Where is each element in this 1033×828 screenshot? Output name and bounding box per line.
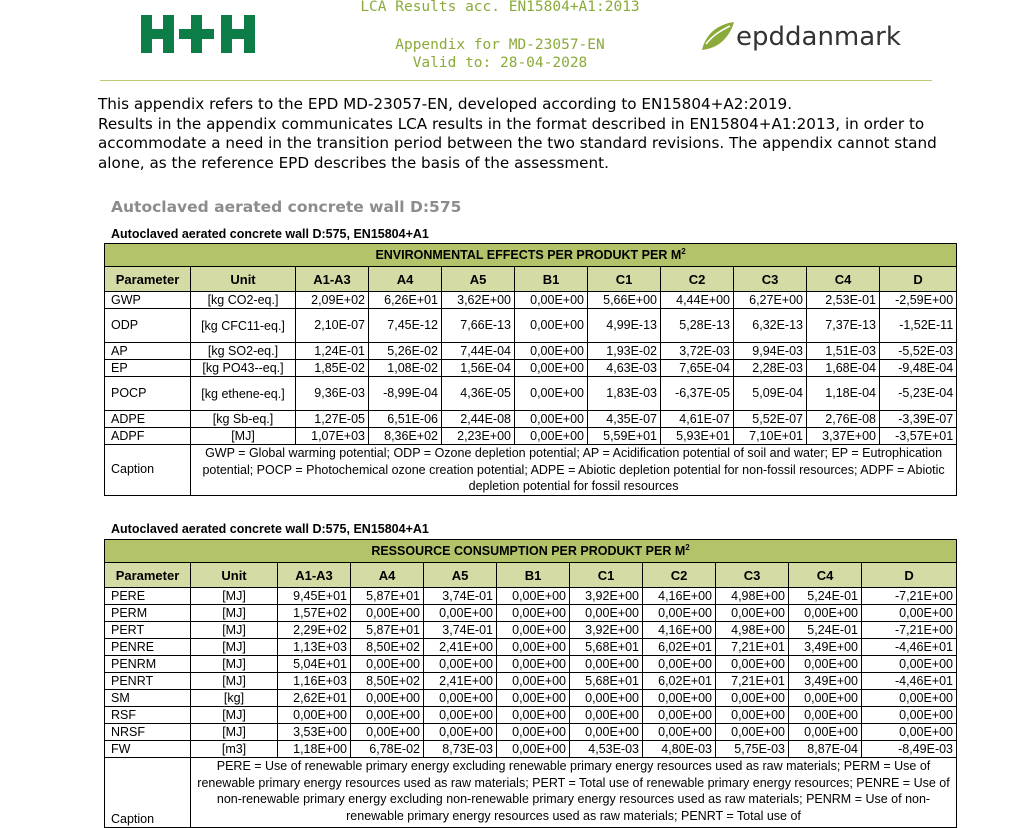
value-cell: 0,00E+00 xyxy=(424,724,497,741)
table1-caption-text: GWP = Global warming potential; ODP = Ozone depletion potential; AP = Acidification potential of soil and water; EP = Eutrophication potential; POCP = Photochemical ozone creation potential; ADPE = Abiotic depletion potential for non-fossil resources; ADPF = Abiotic depletion potential for fossil resources xyxy=(191,445,957,496)
value-cell: 0,00E+00 xyxy=(515,428,588,445)
table-row xyxy=(105,707,957,724)
value-cell: 0,00E+00 xyxy=(862,656,957,673)
value-cell: 6,78E-02 xyxy=(351,741,424,758)
value-cell: 0,00E+00 xyxy=(643,656,716,673)
value-cell: 5,24E-01 xyxy=(789,622,862,639)
table-row xyxy=(105,428,957,445)
value-cell: 2,41E+00 xyxy=(424,673,497,690)
value-cell: 2,44E-08 xyxy=(442,411,515,428)
table1-title xyxy=(105,244,957,267)
value-cell: -9,48E-04 xyxy=(880,360,957,377)
unit-cell: [MJ] xyxy=(191,639,278,656)
value-cell: 3,53E+00 xyxy=(278,724,351,741)
t2-header-cell: A5 xyxy=(424,563,497,588)
value-cell: 6,26E+01 xyxy=(369,292,442,309)
parameter-cell: ODP xyxy=(105,309,191,343)
value-cell: 2,53E-01 xyxy=(807,292,880,309)
value-cell: 9,94E-03 xyxy=(734,343,807,360)
table-row xyxy=(105,690,957,707)
unit-cell: [MJ] xyxy=(191,622,278,639)
value-cell: 9,45E+01 xyxy=(278,588,351,605)
value-cell: 4,80E-03 xyxy=(643,741,716,758)
unit-cell: [MJ] xyxy=(191,673,278,690)
table-row xyxy=(105,656,957,673)
table2-caption: Autoclaved aerated concrete wall D:575, EN15804+A1 xyxy=(111,522,429,536)
value-cell: -3,39E-07 xyxy=(880,411,957,428)
t2-header-cell: D xyxy=(862,563,957,588)
value-cell: 9,36E-03 xyxy=(296,377,369,411)
value-cell: 0,00E+00 xyxy=(497,690,570,707)
t1-header-cell: A5 xyxy=(442,267,515,292)
table-row xyxy=(105,588,957,605)
parameter-cell: RSF xyxy=(105,707,191,724)
value-cell: 4,35E-07 xyxy=(588,411,661,428)
unit-cell: [m3] xyxy=(191,741,278,758)
value-cell: 4,98E+00 xyxy=(716,588,789,605)
value-cell: 0,00E+00 xyxy=(497,639,570,656)
value-cell: 7,21E+01 xyxy=(716,639,789,656)
parameter-cell: SM xyxy=(105,690,191,707)
parameter-cell: PENRM xyxy=(105,656,191,673)
value-cell: 0,00E+00 xyxy=(351,656,424,673)
intro-paragraph: Results in the appendix communicates LCA results in the format described in EN15804+A1:2013, in order to accommodate a need in the transition period between the two standard revisions. The appendix cannot stand alone, as the reference EPD describes the basis of the assessment. xyxy=(98,114,937,172)
parameter-cell: FW xyxy=(105,741,191,758)
value-cell: 5,59E+01 xyxy=(588,428,661,445)
value-cell: 4,16E+00 xyxy=(643,588,716,605)
header-line-valid: Valid to: 28-04-2028 xyxy=(412,55,588,71)
t2-header-cell: Parameter xyxy=(105,563,191,588)
t1-header-cell: Unit xyxy=(191,267,296,292)
table-row xyxy=(105,605,957,622)
value-cell: 5,68E+01 xyxy=(570,639,643,656)
value-cell: 4,61E-07 xyxy=(661,411,734,428)
t2-header-cell: A4 xyxy=(351,563,424,588)
value-cell: 6,51E-06 xyxy=(369,411,442,428)
table-row xyxy=(105,343,957,360)
t1-header-cell: B1 xyxy=(515,267,588,292)
parameter-cell: NRSF xyxy=(105,724,191,741)
value-cell: 0,00E+00 xyxy=(497,673,570,690)
value-cell: 3,74E-01 xyxy=(424,588,497,605)
svg-text:epddanmark: epddanmark xyxy=(736,22,901,52)
value-cell: 6,02E+01 xyxy=(643,639,716,656)
value-cell: 4,63E-03 xyxy=(588,360,661,377)
value-cell: 3,72E-03 xyxy=(661,343,734,360)
t2-header-cell: C2 xyxy=(643,563,716,588)
table1-title-sup: 2 xyxy=(681,246,686,256)
parameter-cell: PERM xyxy=(105,605,191,622)
value-cell: 0,00E+00 xyxy=(570,605,643,622)
t1-header-cell: D xyxy=(880,267,957,292)
t2-header-cell: C3 xyxy=(716,563,789,588)
value-cell: 1,83E-03 xyxy=(588,377,661,411)
section-title: Autoclaved aerated concrete wall D:575 xyxy=(111,198,462,216)
value-cell: 0,00E+00 xyxy=(570,690,643,707)
unit-cell: [kg SO2-eq.] xyxy=(191,343,296,360)
unit-cell: [MJ] xyxy=(191,605,278,622)
value-cell: 3,92E+00 xyxy=(570,588,643,605)
value-cell: 0,00E+00 xyxy=(789,707,862,724)
value-cell: -7,21E+00 xyxy=(862,588,957,605)
value-cell: 0,00E+00 xyxy=(278,707,351,724)
value-cell: 1,51E-03 xyxy=(807,343,880,360)
value-cell: 0,00E+00 xyxy=(351,724,424,741)
value-cell: 1,13E+03 xyxy=(278,639,351,656)
value-cell: 2,09E+02 xyxy=(296,292,369,309)
value-cell: 5,87E+01 xyxy=(351,622,424,639)
value-cell: 0,00E+00 xyxy=(515,343,588,360)
value-cell: 7,45E-12 xyxy=(369,309,442,343)
value-cell: 8,36E+02 xyxy=(369,428,442,445)
parameter-cell: EP xyxy=(105,360,191,377)
value-cell: 0,00E+00 xyxy=(570,724,643,741)
unit-cell: [kg CO2-eq.] xyxy=(191,292,296,309)
value-cell: 0,00E+00 xyxy=(497,707,570,724)
parameter-cell: PENRT xyxy=(105,673,191,690)
value-cell: 0,00E+00 xyxy=(716,656,789,673)
value-cell: 5,66E+00 xyxy=(588,292,661,309)
unit-cell: [kg PO43--eq.] xyxy=(191,360,296,377)
value-cell: 0,00E+00 xyxy=(862,605,957,622)
value-cell: -7,21E+00 xyxy=(862,622,957,639)
value-cell: 2,62E+01 xyxy=(278,690,351,707)
value-cell: 0,00E+00 xyxy=(789,724,862,741)
parameter-cell: PERE xyxy=(105,588,191,605)
value-cell: 1,93E-02 xyxy=(588,343,661,360)
value-cell: 0,00E+00 xyxy=(497,724,570,741)
table2-title-sup: 2 xyxy=(685,542,690,552)
value-cell: 1,57E+02 xyxy=(278,605,351,622)
value-cell: 5,09E-04 xyxy=(734,377,807,411)
unit-cell: [MJ] xyxy=(191,724,278,741)
value-cell: 0,00E+00 xyxy=(497,622,570,639)
unit-cell: [kg CFC11-eq.] xyxy=(191,309,296,343)
epddanmark-logo xyxy=(700,14,925,60)
table-row xyxy=(105,292,957,309)
t1-header-cell: A1-A3 xyxy=(296,267,369,292)
value-cell: 1,68E-04 xyxy=(807,360,880,377)
table-row xyxy=(105,377,957,411)
value-cell: 0,00E+00 xyxy=(515,411,588,428)
value-cell: 1,24E-01 xyxy=(296,343,369,360)
value-cell: 0,00E+00 xyxy=(570,707,643,724)
value-cell: 2,41E+00 xyxy=(424,639,497,656)
value-cell: 7,65E-04 xyxy=(661,360,734,377)
intro-text xyxy=(98,95,948,173)
value-cell: 3,49E+00 xyxy=(789,673,862,690)
value-cell: 0,00E+00 xyxy=(497,588,570,605)
value-cell: 7,21E+01 xyxy=(716,673,789,690)
value-cell: 0,00E+00 xyxy=(497,656,570,673)
value-cell: 3,49E+00 xyxy=(789,639,862,656)
parameter-cell: AP xyxy=(105,343,191,360)
value-cell: 4,16E+00 xyxy=(643,622,716,639)
parameter-cell: PERT xyxy=(105,622,191,639)
value-cell: 5,68E+01 xyxy=(570,673,643,690)
value-cell: -4,46E+01 xyxy=(862,639,957,656)
value-cell: 4,53E-03 xyxy=(570,741,643,758)
parameter-cell: POCP xyxy=(105,377,191,411)
value-cell: 5,93E+01 xyxy=(661,428,734,445)
t2-header-cell: C1 xyxy=(570,563,643,588)
value-cell: 8,50E+02 xyxy=(351,639,424,656)
table1-caption: Autoclaved aerated concrete wall D:575, EN15804+A1 xyxy=(111,227,429,241)
value-cell: 0,00E+00 xyxy=(515,309,588,343)
value-cell: 6,02E+01 xyxy=(643,673,716,690)
value-cell: 8,87E-04 xyxy=(789,741,862,758)
value-cell: 0,00E+00 xyxy=(424,690,497,707)
table-row xyxy=(105,622,957,639)
value-cell: 4,44E+00 xyxy=(661,292,734,309)
value-cell: 2,10E-07 xyxy=(296,309,369,343)
value-cell: 2,28E-03 xyxy=(734,360,807,377)
value-cell: -2,59E+00 xyxy=(880,292,957,309)
value-cell: 7,37E-13 xyxy=(807,309,880,343)
resource-consumption-table xyxy=(104,539,957,828)
unit-cell: [kg Sb-eq.] xyxy=(191,411,296,428)
value-cell: 0,00E+00 xyxy=(497,741,570,758)
table1-caption-label: Caption xyxy=(105,445,191,496)
t2-header-cell: A1-A3 xyxy=(278,563,351,588)
unit-cell: [MJ] xyxy=(191,588,278,605)
t1-header-cell: C1 xyxy=(588,267,661,292)
value-cell: 0,00E+00 xyxy=(789,656,862,673)
value-cell: 7,10E+01 xyxy=(734,428,807,445)
table-row xyxy=(105,724,957,741)
value-cell: -5,52E-03 xyxy=(880,343,957,360)
value-cell: 0,00E+00 xyxy=(351,605,424,622)
value-cell: 1,56E-04 xyxy=(442,360,515,377)
table2-title xyxy=(105,540,957,563)
value-cell: 0,00E+00 xyxy=(497,605,570,622)
unit-cell: [kg ethene-eq.] xyxy=(191,377,296,411)
value-cell: 3,62E+00 xyxy=(442,292,515,309)
table1-title-text: ENVIRONMENTAL EFFECTS PER PRODUKT PER M xyxy=(375,247,682,262)
table2-title-text: RESSOURCE CONSUMPTION PER PRODUKT PER M xyxy=(371,543,686,558)
value-cell: 0,00E+00 xyxy=(789,605,862,622)
value-cell: -3,57E+01 xyxy=(880,428,957,445)
t1-header-cell: A4 xyxy=(369,267,442,292)
value-cell: 4,98E+00 xyxy=(716,622,789,639)
unit-cell: [MJ] xyxy=(191,428,296,445)
value-cell: 0,00E+00 xyxy=(643,724,716,741)
header-line-appendix: Appendix for MD-23057-EN xyxy=(395,37,605,53)
value-cell: 3,37E+00 xyxy=(807,428,880,445)
value-cell: 0,00E+00 xyxy=(716,690,789,707)
t2-header-cell: B1 xyxy=(497,563,570,588)
value-cell: 3,92E+00 xyxy=(570,622,643,639)
value-cell: 0,00E+00 xyxy=(515,377,588,411)
t1-header-cell: C2 xyxy=(661,267,734,292)
parameter-cell: ADPF xyxy=(105,428,191,445)
table-row xyxy=(105,360,957,377)
value-cell: -1,52E-11 xyxy=(880,309,957,343)
value-cell: 8,73E-03 xyxy=(424,741,497,758)
value-cell: 0,00E+00 xyxy=(351,707,424,724)
value-cell: 2,76E-08 xyxy=(807,411,880,428)
t1-header-cell: C3 xyxy=(734,267,807,292)
value-cell: 0,00E+00 xyxy=(862,724,957,741)
table-row xyxy=(105,673,957,690)
value-cell: 0,00E+00 xyxy=(424,707,497,724)
value-cell: -8,49E-03 xyxy=(862,741,957,758)
value-cell: 7,66E-13 xyxy=(442,309,515,343)
value-cell: 1,27E-05 xyxy=(296,411,369,428)
table-row xyxy=(105,411,957,428)
value-cell: 5,87E+01 xyxy=(351,588,424,605)
table-row xyxy=(105,309,957,343)
value-cell: 0,00E+00 xyxy=(862,690,957,707)
value-cell: -4,46E+01 xyxy=(862,673,957,690)
value-cell: 2,29E+02 xyxy=(278,622,351,639)
value-cell: 0,00E+00 xyxy=(716,605,789,622)
value-cell: 0,00E+00 xyxy=(643,690,716,707)
value-cell: 5,24E-01 xyxy=(789,588,862,605)
value-cell: 0,00E+00 xyxy=(716,707,789,724)
t1-header-cell: C4 xyxy=(807,267,880,292)
header-line-title: LCA Results acc. EN15804+A1:2013 xyxy=(360,0,640,15)
value-cell: 2,23E+00 xyxy=(442,428,515,445)
value-cell: 5,28E-13 xyxy=(661,309,734,343)
value-cell: 0,00E+00 xyxy=(789,690,862,707)
value-cell: 4,99E-13 xyxy=(588,309,661,343)
header-title-block xyxy=(300,0,700,72)
value-cell: 0,00E+00 xyxy=(570,656,643,673)
value-cell: 0,00E+00 xyxy=(716,724,789,741)
value-cell: 3,74E-01 xyxy=(424,622,497,639)
value-cell: 0,00E+00 xyxy=(515,360,588,377)
hh-logo xyxy=(141,15,263,57)
table2-caption-label: Caption xyxy=(105,758,191,828)
value-cell: -6,37E-05 xyxy=(661,377,734,411)
value-cell: 5,04E+01 xyxy=(278,656,351,673)
parameter-cell: GWP xyxy=(105,292,191,309)
value-cell: 0,00E+00 xyxy=(424,656,497,673)
unit-cell: [kg] xyxy=(191,690,278,707)
value-cell: 1,16E+03 xyxy=(278,673,351,690)
t2-header-cell: Unit xyxy=(191,563,278,588)
value-cell: 0,00E+00 xyxy=(862,707,957,724)
value-cell: 5,26E-02 xyxy=(369,343,442,360)
value-cell: 0,00E+00 xyxy=(515,292,588,309)
value-cell: 8,50E+02 xyxy=(351,673,424,690)
environmental-effects-table xyxy=(104,243,957,496)
value-cell: 1,07E+03 xyxy=(296,428,369,445)
parameter-cell: PENRE xyxy=(105,639,191,656)
parameter-cell: ADPE xyxy=(105,411,191,428)
value-cell: 0,00E+00 xyxy=(424,605,497,622)
value-cell: 0,00E+00 xyxy=(643,605,716,622)
table-row xyxy=(105,741,957,758)
unit-cell: [MJ] xyxy=(191,656,278,673)
value-cell: 1,18E+00 xyxy=(278,741,351,758)
value-cell: 1,08E-02 xyxy=(369,360,442,377)
unit-cell: [MJ] xyxy=(191,707,278,724)
t1-header-cell: Parameter xyxy=(105,267,191,292)
value-cell: 4,36E-05 xyxy=(442,377,515,411)
value-cell: 1,18E-04 xyxy=(807,377,880,411)
value-cell: 0,00E+00 xyxy=(643,707,716,724)
value-cell: 7,44E-04 xyxy=(442,343,515,360)
table2-caption-text: PERE = Use of renewable primary energy excluding renewable primary energy resources used as raw materials; PERM = Use of renewable primary energy resources used as raw materials; PERT = Total use of renewable primary energy resources; PENRE = Use of non-renewable primary energy excluding non-renewable primary energy resources used as raw materials; PENRM = Use of non-renewable primary energy resources used as raw materials; PENRT = Total use of xyxy=(191,758,957,828)
value-cell: -5,23E-04 xyxy=(880,377,957,411)
value-cell: 5,75E-03 xyxy=(716,741,789,758)
intro-line-1: This appendix refers to the EPD MD-23057-EN, developed according to EN15804+A2:2019. xyxy=(98,95,793,113)
value-cell: 6,32E-13 xyxy=(734,309,807,343)
value-cell: 1,85E-02 xyxy=(296,360,369,377)
header-divider xyxy=(100,80,932,81)
table-row xyxy=(105,639,957,656)
value-cell: 5,52E-07 xyxy=(734,411,807,428)
t2-header-cell: C4 xyxy=(789,563,862,588)
value-cell: -8,99E-04 xyxy=(369,377,442,411)
value-cell: 6,27E+00 xyxy=(734,292,807,309)
value-cell: 0,00E+00 xyxy=(351,690,424,707)
